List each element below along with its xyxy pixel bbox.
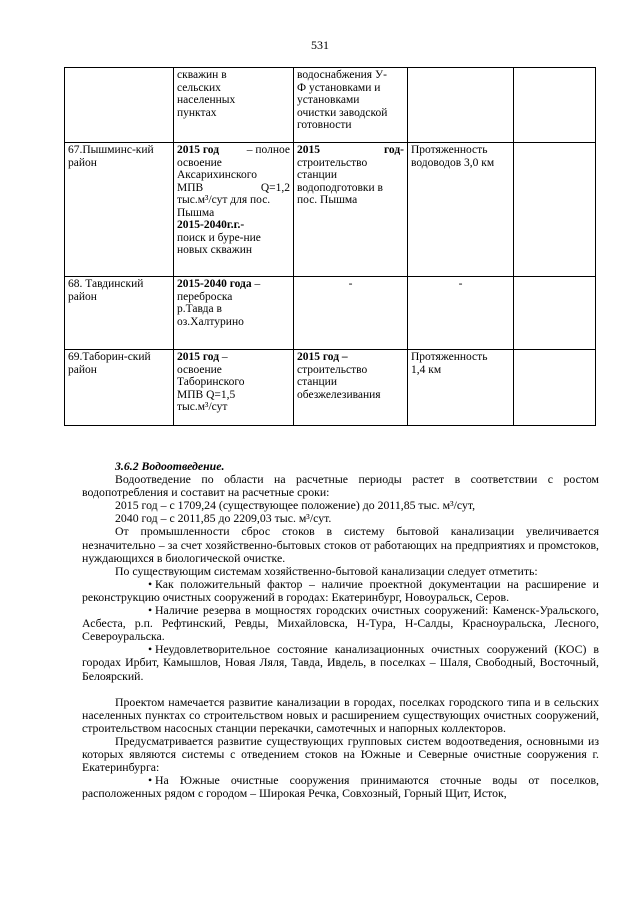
table-row xyxy=(65,277,596,350)
table-row xyxy=(65,68,596,143)
table-cell: водоснабжения У- Ф установками и установками очистки заводской готовности xyxy=(294,68,408,143)
table-cell xyxy=(514,350,596,426)
bullet-item: • На Южные очистные сооружения принимаются сточные воды от поселков, расположенных рядом с городом – Широкая Речка, Совхозный, Горный Щит, Исток, xyxy=(82,773,599,801)
page-number: 531 xyxy=(311,38,329,52)
table-cell: Протяженность 1,4 км xyxy=(408,350,514,426)
table-row xyxy=(65,350,596,426)
table-cell: 2015-2040 года – переброска р.Тавда в оз.Халтурино xyxy=(174,277,294,350)
paragraph: Водоотведение по области на расчетные периоды растет в соответствии с ростом водопотребления и составит на расчетные сроки: xyxy=(82,472,599,500)
paragraph: Проектом намечается развитие канализации в городах, поселках городского типа и в сельских населенных пунктах со строительством новых и расширением существующих очистных сооружений, строительством насосных станции перекачки, самотечных и напорных коллекторов. xyxy=(82,694,599,735)
table-row xyxy=(65,143,596,277)
table-cell: - xyxy=(294,277,408,350)
bullet-item: • Как положительный фактор – наличие проектной документации на расширение и реконструкцию очистных сооружений в городах: Екатеринбург, Новоуральск, Серов. xyxy=(82,576,599,604)
paragraph: Предусматривается развитие существующих групповых систем водоотведения, основными из которых являются системы с отведением стоков на Южные и Северные очистные сооружения г. Екатеринбурга: xyxy=(82,733,599,775)
table-cell xyxy=(65,68,174,143)
section-heading: 3.6.2 Водоотведение. xyxy=(115,459,225,473)
table-cell: - xyxy=(408,277,514,350)
table-cell: 2015 год- строительство станции водоподготовки в пос. Пышма xyxy=(294,143,408,277)
district-cell: 67.Пышминс-кий район xyxy=(65,143,174,277)
bullet-item: • Неудовлетворительное состояние канализационных очистных сооружений (КОС) в городах Ирбит, Камышлов, Новая Ляля, Тавда, Ивдель, в поселках – Шаля, Свободный, Восточный, Белоярский. xyxy=(82,642,599,683)
table-cell: 2015 год – освоение Таборинского МПВ Q=1,5 тыс.м³/сут xyxy=(174,350,294,426)
table-cell xyxy=(408,68,514,143)
table-cell: 2015 год – строительство станции обезжелезивания xyxy=(294,350,408,426)
table-cell xyxy=(514,143,596,277)
table-cell: Протяженность водоводов 3,0 км xyxy=(408,143,514,277)
table-cell xyxy=(514,277,596,350)
bullet-item: • Наличие резерва в мощностях городских очистных сооружений: Каменск-Уральского, Асбеста, р.п. Рефтинский, Ревды, Михайловска, Н-Тура, Н-Салды, Красноуральска, Лесного, Североуральска. xyxy=(82,603,599,644)
table-cell xyxy=(514,68,596,143)
table-cell: 2015 год – полное освоение Аксарихинского МПВ Q=1,2 тыс.м³/сут для пос. Пышма 2015-2040г.г.- поиск и буре-ние новых скважин xyxy=(174,143,294,277)
table-cell: скважин в сельских населенных пунктах xyxy=(174,68,294,143)
district-cell: 68. Тавдинский район xyxy=(65,277,174,350)
paragraph: 2015 год – с 1709,24 (существующее положение) до 2011,85 тыс. м³/сут, xyxy=(115,498,476,513)
district-cell: 69.Таборин-ский район xyxy=(65,350,174,426)
paragraph: От промышленности сброс стоков в систему бытовой канализации увеличивается незначительно – за счет хозяйственно-бытовых стоков от работающих на предприятиях и промстоков, нуждающихся в биологической очистке. xyxy=(82,524,599,565)
paragraph: По существующим системам хозяйственно-бытовой канализации следует отметить: xyxy=(115,563,538,578)
paragraph: 2040 год – с 2011,85 до 2209,03 тыс. м³/сут. xyxy=(115,511,332,526)
water-supply-table xyxy=(64,67,596,426)
section-body xyxy=(82,460,599,800)
